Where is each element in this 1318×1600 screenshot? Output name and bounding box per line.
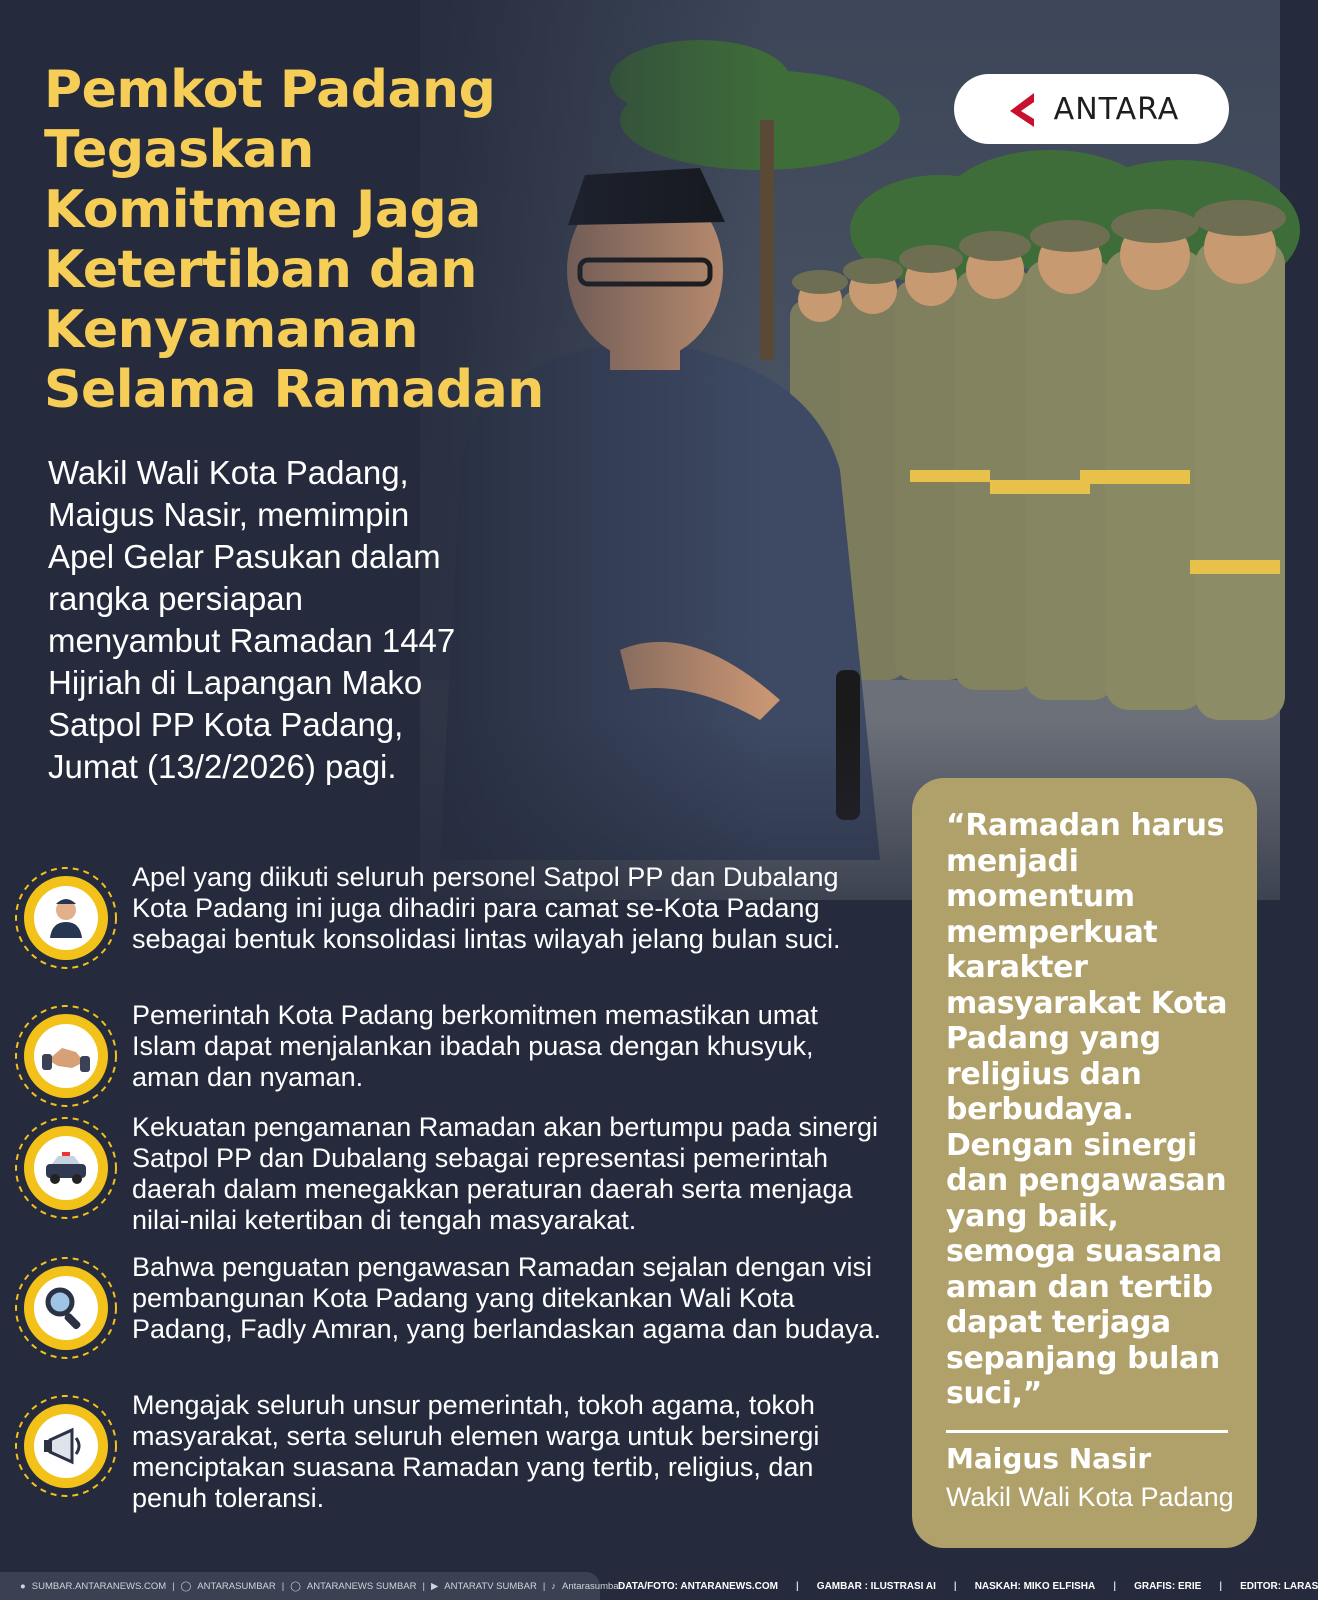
antara-logo: [954, 74, 1229, 144]
key-point: [14, 1390, 884, 1514]
key-point-text: Kekuatan pengamanan Ramadan akan bertumpu pada sinergi Satpol PP dan Dubalang sebagai representasi pemerintah daerah dalam menegakkan peraturan daerah serta menjaga nilai-nilai ketertiban di tengah masyarakat.: [132, 1112, 879, 1235]
footer-social-website[interactable]: SUMBAR.ANTARANEWS.COM: [31, 1580, 167, 1592]
footer-social-facebook[interactable]: ANTARANEWS SUMBAR: [306, 1580, 417, 1592]
credit-image: GAMBAR : ILUSTRASI AI: [816, 1580, 936, 1592]
officer-icon: [14, 866, 118, 970]
key-point-text: Bahwa penguatan pengawasan Ramadan sejalan dengan visi pembangunan Kota Padang yang ditekankan Wali Kota Padang, Fadly Amran, yang berlandaskan agama dan budaya.: [132, 1252, 882, 1344]
key-point-text: Pemerintah Kota Padang berkomitmen memastikan umat Islam dapat menjalankan ibadah puasa dengan khusyuk, aman dan nyaman.: [132, 1000, 818, 1092]
antara-logo-text: ANTARA: [1053, 91, 1180, 127]
quote-author-role: Wakil Wali Kota Padang: [946, 1482, 1234, 1512]
footer-separator: |: [795, 1580, 799, 1592]
footer-separator: |: [281, 1580, 285, 1592]
footer-separator: |: [542, 1580, 546, 1592]
credit-data: DATA/FOTO: ANTARANEWS.COM: [618, 1580, 778, 1592]
footer-social-tiktok[interactable]: Antarasumbar: [562, 1580, 622, 1592]
credit-writer: NASKAH: MIKO ELFISHA: [974, 1580, 1096, 1592]
quote-author-name: Maigus Nasir: [946, 1442, 1152, 1475]
headline: Pemkot Padang Tegaskan Komitmen Jaga Ketertiban dan Kenyamanan Selama Ramadan: [44, 60, 544, 420]
key-point-text: Mengajak seluruh unsur pemerintah, tokoh agama, tokoh masyarakat, serta seluruh elemen warga untuk bersinergi menciptakan suasana Ramadan yang tertib, religius, dan penuh toleransi.: [132, 1390, 820, 1513]
key-point: [14, 862, 884, 970]
magnifier-icon: [14, 1256, 118, 1360]
antara-mark-icon: [1004, 89, 1044, 129]
intro-paragraph: Wakil Wali Kota Padang, Maigus Nasir, memimpin Apel Gelar Pasukan dalam rangka persiapan menyambut Ramadan 1447 Hijriah di Lapangan Mako Satpol PP Kota Padang, Jumat (13/2/2026) pagi.: [48, 454, 456, 785]
instagram-icon: ◯: [180, 1580, 192, 1592]
footer-separator: |: [422, 1580, 425, 1592]
footer: [0, 1572, 1318, 1600]
quote-card: [912, 778, 1257, 1548]
footer-separator: |: [953, 1580, 957, 1592]
website-icon: ●: [20, 1580, 26, 1592]
patrol-car-icon: [14, 1116, 118, 1220]
youtube-icon: ▶: [430, 1580, 439, 1592]
footer-social-instagram[interactable]: ANTARASUMBAR: [197, 1580, 276, 1592]
tiktok-icon: ♪: [551, 1580, 557, 1592]
quote-divider: [946, 1430, 1228, 1433]
handshake-icon: [14, 1004, 118, 1108]
credit-graphics: GRAFIS: ERIE: [1134, 1580, 1202, 1592]
credit-editor: EDITOR: LARAS: [1240, 1580, 1318, 1592]
megaphone-icon: [14, 1394, 118, 1498]
key-point: [14, 1252, 884, 1360]
key-point: [14, 1112, 884, 1236]
footer-separator: |: [1219, 1580, 1223, 1592]
quote-text: “Ramadan harus menjadi momentum memperkuat karakter masyarakat Kota Padang yang religius dan berbudaya. Dengan sinergi dan pengawasan yang baik, semoga suasana aman dan tertib dapat terjaga sepanjang bulan suci,”: [946, 808, 1228, 1411]
key-point-text: Apel yang diikuti seluruh personel Satpol PP dan Dubalang Kota Padang ini juga dihadiri para camat se-Kota Padang sebagai bentuk konsolidasi lintas wilayah jelang bulan suci.: [132, 862, 841, 954]
footer-separator: |: [172, 1580, 175, 1592]
facebook-icon: ◯: [290, 1580, 301, 1592]
footer-separator: |: [1113, 1580, 1117, 1592]
footer-credits: [618, 1572, 1318, 1600]
key-point: [14, 1000, 884, 1108]
footer-social-youtube[interactable]: ANTARATV SUMBAR: [444, 1580, 537, 1592]
footer-social-bar: [0, 1572, 622, 1600]
